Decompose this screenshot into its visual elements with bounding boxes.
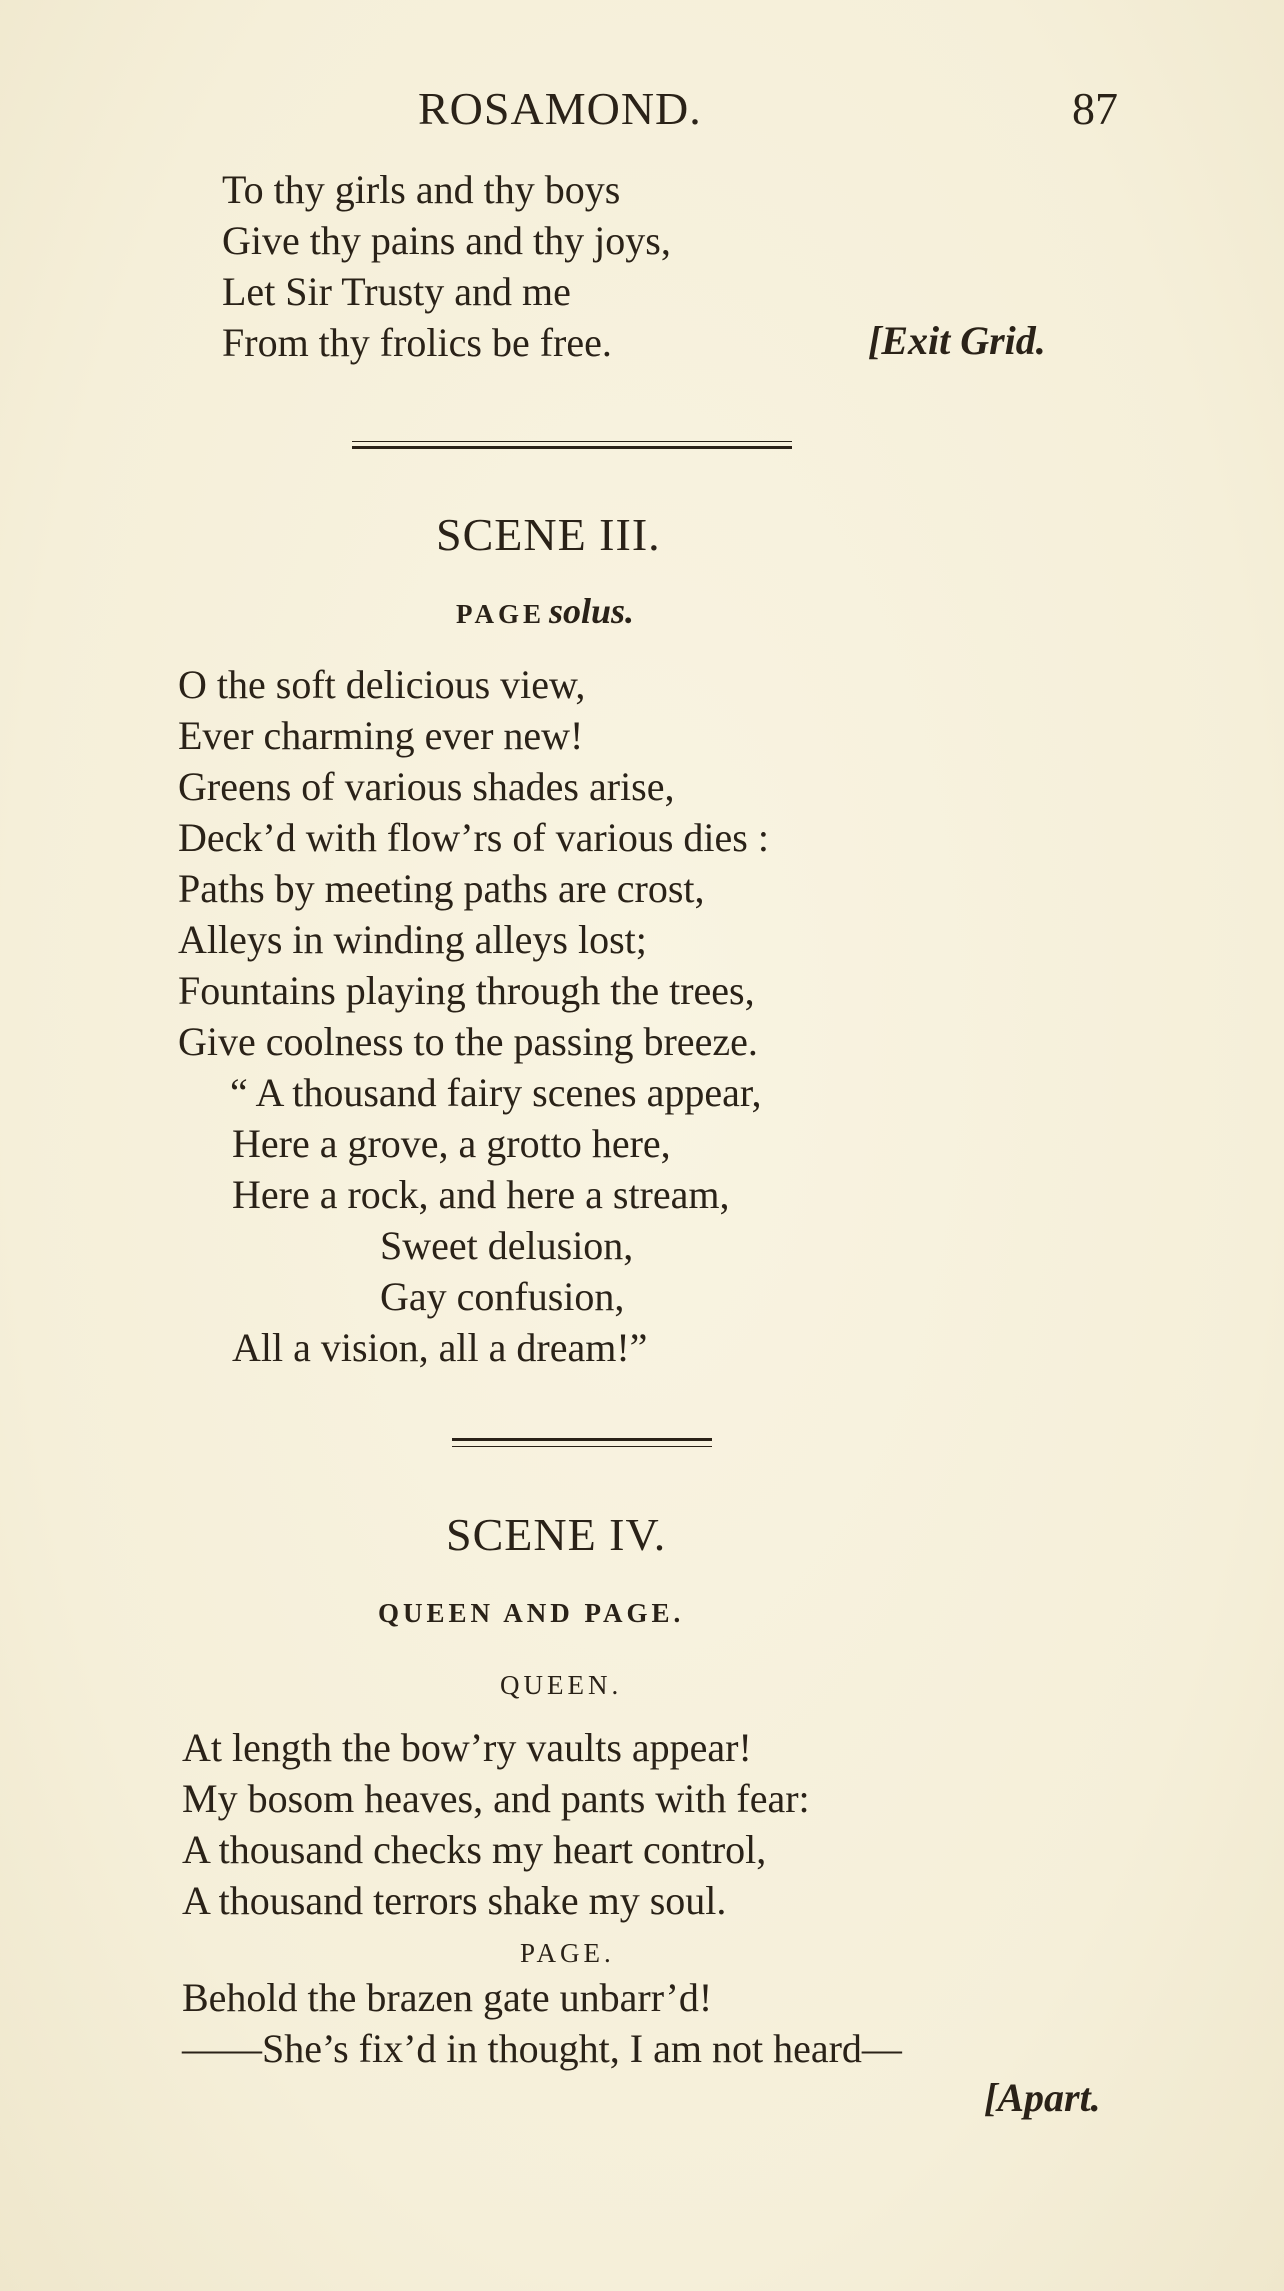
speaker-line — [456, 590, 634, 632]
section-rule-thin — [352, 441, 792, 442]
verse-line: A thousand checks my heart control, — [182, 1827, 767, 1872]
verse-line: Give coolness to the passing breeze. — [178, 1019, 758, 1064]
verse-line: Alleys in winding alleys lost; — [178, 917, 647, 962]
verse-line: O the soft delicious view, — [178, 662, 586, 707]
verse-line: To thy girls and thy boys — [222, 167, 621, 212]
scene-heading: SCENE IV. — [446, 1509, 667, 1560]
stage-direction-exit: [Exit Grid. — [868, 318, 1046, 363]
song-line: Here a grove, a grotto here, — [232, 1121, 671, 1166]
song-line: Here a rock, and here a stream, — [232, 1172, 730, 1217]
verse-line: At length the bow’ry vaults appear! — [182, 1725, 752, 1770]
stage-direction: solus. — [549, 591, 635, 631]
scene-heading: SCENE III. — [436, 509, 661, 560]
page-number: 87 — [1072, 83, 1118, 134]
section-rule-thin — [452, 1446, 712, 1447]
section-rule — [352, 446, 792, 449]
running-header: ROSAMOND. — [418, 83, 702, 134]
verse-line: ——She’s fix’d in thought, I am not heard— — [182, 2026, 902, 2071]
song-line: “ A thousand fairy scenes appear, — [230, 1070, 762, 1115]
verse-line: Behold the brazen gate unbarr’d! — [182, 1975, 713, 2020]
section-rule — [452, 1438, 712, 1441]
speaker-name: QUEEN. — [500, 1670, 623, 1700]
verse-line: Fountains playing through the trees, — [178, 968, 755, 1013]
song-line: Gay confusion, — [380, 1274, 625, 1319]
stage-direction-apart: [Apart. — [984, 2075, 1101, 2120]
verse-line: My bosom heaves, and pants with fear: — [182, 1776, 810, 1821]
characters-line: QUEEN AND PAGE. — [378, 1598, 685, 1628]
verse-line: Let Sir Trusty and me — [222, 269, 571, 314]
verse-line: Deck’d with flow’rs of various dies : — [178, 815, 769, 860]
verse-line: Paths by meeting paths are crost, — [178, 866, 705, 911]
verse-line: Ever charming ever new! — [178, 713, 584, 758]
song-line: Sweet delusion, — [380, 1223, 634, 1268]
speaker-name: PAGE. — [520, 1938, 615, 1968]
verse-line: From thy frolics be free. — [222, 320, 612, 365]
song-line: All a vision, all a dream!” — [232, 1325, 648, 1370]
speaker-name: PAGE — [456, 599, 545, 629]
verse-line: A thousand terrors shake my soul. — [182, 1878, 727, 1923]
verse-line: Give thy pains and thy joys, — [222, 218, 671, 263]
verse-line: Greens of various shades arise, — [178, 764, 675, 809]
